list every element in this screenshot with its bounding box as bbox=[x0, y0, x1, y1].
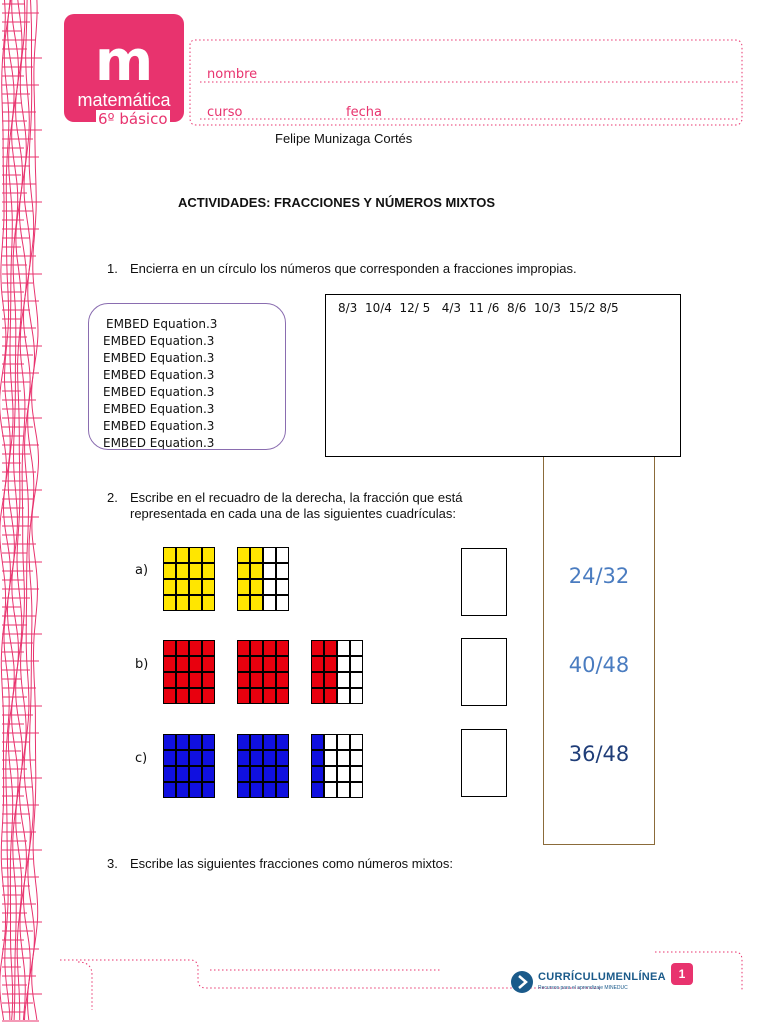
grid-cell bbox=[351, 689, 362, 703]
grid-cell bbox=[203, 689, 214, 703]
grid-cell bbox=[238, 596, 249, 610]
grid-cell bbox=[190, 580, 201, 594]
arrow-circle-icon bbox=[510, 970, 534, 994]
grid-cell bbox=[238, 689, 249, 703]
grid-cell bbox=[264, 596, 275, 610]
grid-cell bbox=[325, 751, 336, 765]
embed-list bbox=[103, 316, 217, 450]
grid-cell bbox=[238, 783, 249, 797]
brand-text: CURRÍCULUMENLÍNEA bbox=[538, 971, 666, 983]
grid-cell bbox=[164, 580, 175, 594]
grid-cell bbox=[203, 641, 214, 655]
grid-cell bbox=[264, 735, 275, 749]
grid-cell bbox=[164, 767, 175, 781]
q1-text: Encierra en un círculo los números que corresponden a fracciones impropias. bbox=[130, 261, 577, 276]
grid-cell bbox=[203, 673, 214, 687]
student-name: Felipe Munizaga Cortés bbox=[275, 131, 413, 146]
grid-cell bbox=[264, 689, 275, 703]
grid-cell bbox=[325, 657, 336, 671]
answer-box-b[interactable] bbox=[461, 638, 507, 706]
grid-cell bbox=[325, 689, 336, 703]
grid-cell bbox=[277, 735, 288, 749]
grid-cell bbox=[190, 783, 201, 797]
grid-cell bbox=[203, 580, 214, 594]
fraction-grid bbox=[237, 640, 289, 704]
logo-letter: m bbox=[94, 29, 154, 94]
grid-cell bbox=[164, 548, 175, 562]
grid-cell bbox=[238, 767, 249, 781]
grid-cell bbox=[190, 673, 201, 687]
grid-cell bbox=[277, 564, 288, 578]
page-number: 1 bbox=[671, 963, 693, 985]
grid-cell bbox=[251, 673, 262, 687]
grid-cell bbox=[251, 767, 262, 781]
grid-cell bbox=[238, 564, 249, 578]
fraction-grid bbox=[237, 547, 289, 611]
grid-cell bbox=[238, 673, 249, 687]
grade-label: 6º básico bbox=[98, 110, 168, 128]
grid-cell bbox=[177, 735, 188, 749]
grid-cell bbox=[177, 689, 188, 703]
grid-cell bbox=[251, 689, 262, 703]
grid-cell bbox=[203, 767, 214, 781]
grid-cell bbox=[164, 751, 175, 765]
grid-cell bbox=[338, 689, 349, 703]
grid-cell bbox=[190, 767, 201, 781]
grid-cell bbox=[190, 751, 201, 765]
grid-cell bbox=[325, 783, 336, 797]
row-b-label: b) bbox=[135, 657, 149, 672]
grid-cell bbox=[338, 751, 349, 765]
fraction-grid bbox=[237, 734, 289, 798]
grid-cell bbox=[264, 657, 275, 671]
embed-item: EMBED Equation.3 bbox=[103, 436, 215, 450]
grid-cell bbox=[325, 673, 336, 687]
grid-cell bbox=[325, 735, 336, 749]
grid-cell bbox=[190, 641, 201, 655]
grid-cell bbox=[277, 548, 288, 562]
grid-cell bbox=[338, 783, 349, 797]
grid-cell bbox=[312, 641, 323, 655]
grid-cell bbox=[351, 673, 362, 687]
grid-cell bbox=[351, 783, 362, 797]
grid-cell bbox=[277, 673, 288, 687]
grid-cell bbox=[203, 596, 214, 610]
grid-cell bbox=[164, 564, 175, 578]
embed-item: EMBED Equation.3 bbox=[103, 368, 215, 382]
embed-item: EMBED Equation.3 bbox=[106, 317, 218, 331]
grid-cell bbox=[351, 751, 362, 765]
embed-item: EMBED Equation.3 bbox=[103, 351, 215, 365]
grid-cell bbox=[238, 735, 249, 749]
grid-cell bbox=[251, 548, 262, 562]
grid-cell bbox=[177, 548, 188, 562]
date-label: fecha bbox=[346, 105, 382, 120]
grid-cell bbox=[277, 783, 288, 797]
grid-cell bbox=[190, 657, 201, 671]
grid-cell bbox=[177, 767, 188, 781]
grid-cell bbox=[164, 596, 175, 610]
fraction-grid bbox=[163, 547, 215, 611]
answer-b: 40/48 bbox=[568, 653, 630, 677]
q3-text: Escribe las siguientes fracciones como números mixtos: bbox=[130, 856, 453, 871]
grid-cell bbox=[312, 783, 323, 797]
grid-cell bbox=[177, 580, 188, 594]
fraction-grid bbox=[163, 734, 215, 798]
grid-cell bbox=[203, 548, 214, 562]
grid-cell bbox=[338, 767, 349, 781]
grid-cell bbox=[312, 735, 323, 749]
grid-cell bbox=[190, 564, 201, 578]
grid-cell bbox=[264, 767, 275, 781]
grid-cell bbox=[351, 641, 362, 655]
grid-cell bbox=[251, 783, 262, 797]
grid-cell bbox=[251, 580, 262, 594]
grid-cell bbox=[351, 735, 362, 749]
fraction-grid bbox=[311, 640, 363, 704]
grid-cell bbox=[164, 735, 175, 749]
course-label: curso bbox=[207, 105, 243, 120]
grid-cell bbox=[251, 735, 262, 749]
grid-cell bbox=[312, 767, 323, 781]
answers-column bbox=[543, 457, 655, 845]
grid-cell bbox=[238, 657, 249, 671]
fractions-line: 8/3 10/4 12/ 5 4/3 11 /6 8/6 10/3 15/2 8/5 bbox=[338, 301, 619, 315]
grid-cell bbox=[251, 564, 262, 578]
row-a-label: a) bbox=[135, 563, 149, 578]
answer-a: 24/32 bbox=[568, 564, 630, 588]
page-title: ACTIVIDADES: FRACCIONES Y NÚMEROS MIXTOS bbox=[178, 195, 496, 210]
grid-cell bbox=[203, 564, 214, 578]
grid-cell bbox=[177, 751, 188, 765]
grid-cell bbox=[277, 580, 288, 594]
grid-cell bbox=[312, 689, 323, 703]
grid-cell bbox=[264, 580, 275, 594]
grid-cell bbox=[177, 657, 188, 671]
grid-cell bbox=[203, 657, 214, 671]
embed-equation-box bbox=[88, 303, 286, 450]
row-c-label: c) bbox=[135, 751, 148, 766]
q1-number: 1. bbox=[107, 261, 118, 276]
logo-subject: matemática bbox=[77, 90, 171, 110]
grid-cell bbox=[177, 641, 188, 655]
grid-cell bbox=[264, 641, 275, 655]
grid-cell bbox=[164, 641, 175, 655]
grid-cell bbox=[203, 735, 214, 749]
q2-line2: representada en cada una de las siguientes cuadrículas: bbox=[130, 506, 456, 521]
embed-item: EMBED Equation.3 bbox=[103, 334, 215, 348]
grid-cell bbox=[238, 641, 249, 655]
grid-cell bbox=[338, 673, 349, 687]
grid-cell bbox=[264, 564, 275, 578]
subject-logo bbox=[64, 14, 184, 122]
grid-cell bbox=[177, 783, 188, 797]
grid-cell bbox=[238, 751, 249, 765]
grid-cell bbox=[203, 751, 214, 765]
grid-cell bbox=[264, 548, 275, 562]
grid-cell bbox=[338, 641, 349, 655]
grid-cell bbox=[238, 580, 249, 594]
grid-cell bbox=[277, 767, 288, 781]
grid-cell bbox=[190, 689, 201, 703]
brand-subtext: Recursos para el aprendizaje MINEDUC bbox=[538, 985, 628, 991]
grid-cell bbox=[325, 767, 336, 781]
grid-cell bbox=[190, 596, 201, 610]
fraction-grid bbox=[311, 734, 363, 798]
grid-cell bbox=[277, 641, 288, 655]
q2-number: 2. bbox=[107, 490, 118, 505]
grid-cell bbox=[251, 657, 262, 671]
embed-item: EMBED Equation.3 bbox=[103, 385, 215, 399]
grid-cell bbox=[177, 673, 188, 687]
grid-cell bbox=[338, 735, 349, 749]
fractions-box bbox=[325, 294, 681, 457]
grid-cell bbox=[312, 657, 323, 671]
grid-cell bbox=[338, 657, 349, 671]
grid-cell bbox=[190, 735, 201, 749]
grid-cell bbox=[277, 596, 288, 610]
grid-cell bbox=[251, 641, 262, 655]
answer-c: 36/48 bbox=[568, 742, 630, 766]
name-label: nombre bbox=[207, 67, 258, 82]
grid-cell bbox=[264, 751, 275, 765]
grid-cell bbox=[190, 548, 201, 562]
grid-cell bbox=[251, 596, 262, 610]
grid-cell bbox=[164, 657, 175, 671]
grid-cell bbox=[203, 783, 214, 797]
embed-item: EMBED Equation.3 bbox=[103, 419, 215, 433]
grid-cell bbox=[351, 657, 362, 671]
grid-cell bbox=[177, 564, 188, 578]
grid-cell bbox=[277, 751, 288, 765]
grid-cell bbox=[164, 689, 175, 703]
curriculum-logo bbox=[510, 968, 670, 1002]
grid-cell bbox=[312, 751, 323, 765]
answer-box-a[interactable] bbox=[461, 548, 507, 616]
grid-cell bbox=[164, 783, 175, 797]
grid-cell bbox=[312, 673, 323, 687]
grid-cell bbox=[177, 596, 188, 610]
grid-cell bbox=[351, 767, 362, 781]
q2-line1: Escribe en el recuadro de la derecha, la fracción que está bbox=[130, 490, 463, 505]
embed-item: EMBED Equation.3 bbox=[103, 402, 215, 416]
grid-cell bbox=[264, 783, 275, 797]
q3-number: 3. bbox=[107, 856, 118, 871]
answer-box-c[interactable] bbox=[461, 729, 507, 797]
grid-cell bbox=[164, 673, 175, 687]
grid-cell bbox=[238, 548, 249, 562]
grid-cell bbox=[277, 689, 288, 703]
grid-cell bbox=[277, 657, 288, 671]
grid-cell bbox=[264, 673, 275, 687]
grid-cell bbox=[251, 751, 262, 765]
fraction-grid bbox=[163, 640, 215, 704]
grid-cell bbox=[325, 641, 336, 655]
